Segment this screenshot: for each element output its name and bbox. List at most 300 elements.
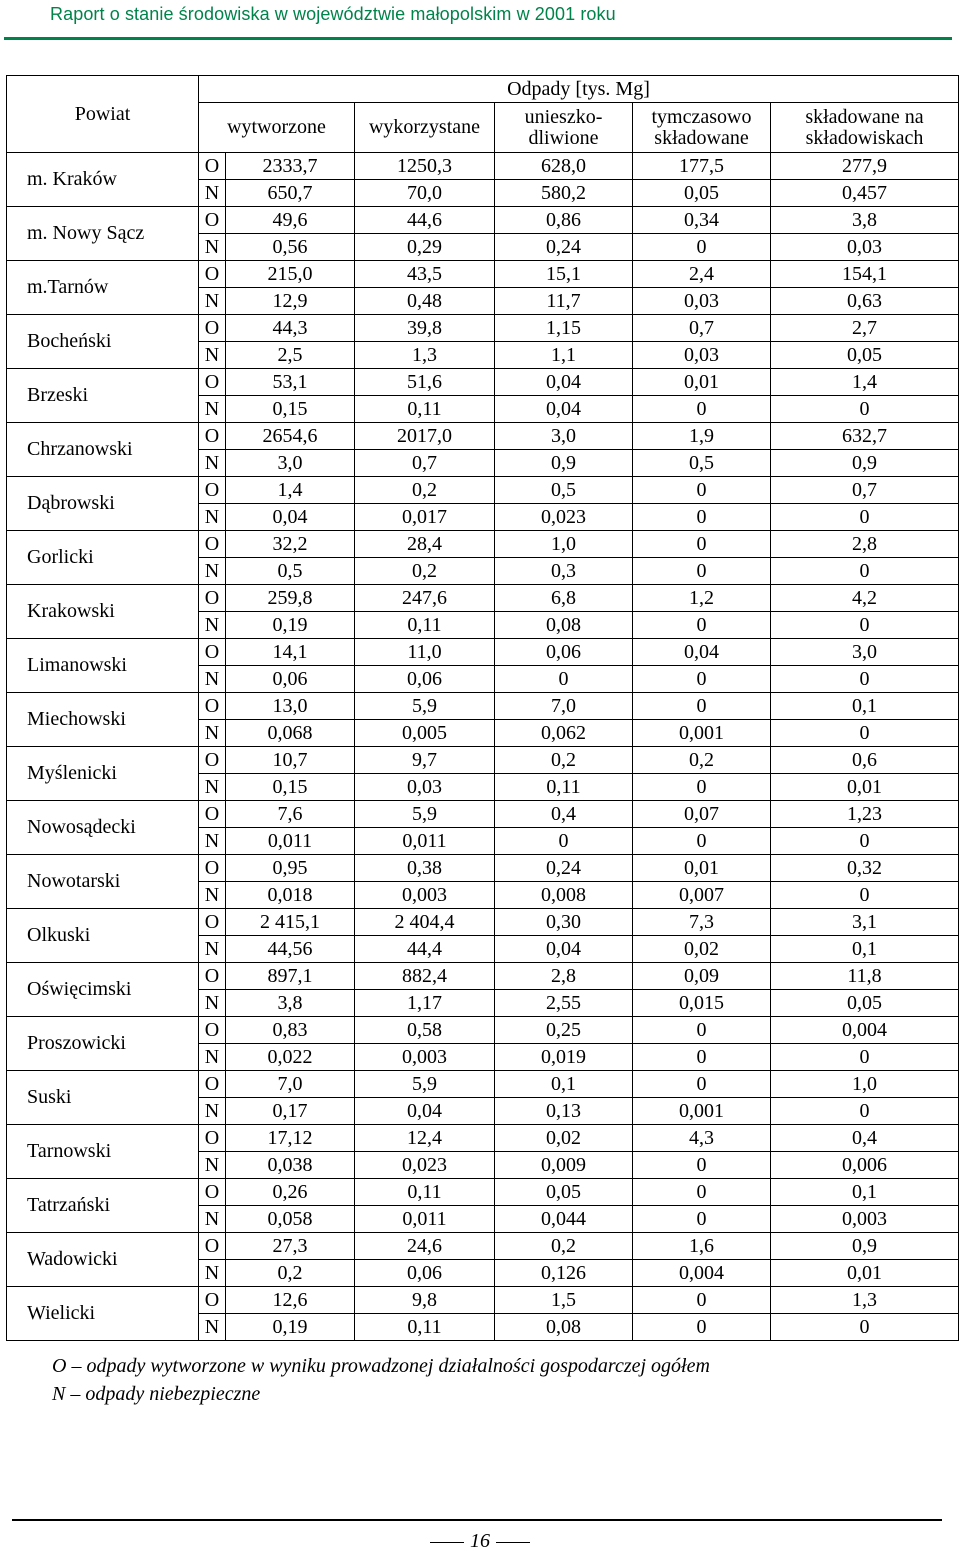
col-header-skladowane-line2: składowiskach [805, 126, 924, 149]
cell-tymczasowo-skladowane: 0,34 [633, 207, 771, 234]
cell-wykorzystane: 1250,3 [355, 153, 495, 180]
cell-wytworzone: 0,17 [226, 1098, 355, 1125]
cell-unieszkodliwione: 0,11 [495, 774, 633, 801]
row-type-label: O [199, 693, 226, 720]
table-row [7, 909, 959, 936]
table-row [7, 747, 959, 774]
cell-unieszkodliwione: 0,08 [495, 1314, 633, 1341]
row-type-label: O [199, 1233, 226, 1260]
cell-unieszkodliwione: 2,8 [495, 963, 633, 990]
row-type-label: N [199, 180, 226, 207]
cell-unieszkodliwione: 15,1 [495, 261, 633, 288]
cell-skladowane-na-skladowiskach: 0,9 [771, 450, 959, 477]
cell-skladowane-na-skladowiskach: 3,8 [771, 207, 959, 234]
cell-tymczasowo-skladowane: 0,001 [633, 1098, 771, 1125]
cell-skladowane-na-skladowiskach: 0,03 [771, 234, 959, 261]
row-type-label: N [199, 936, 226, 963]
cell-tymczasowo-skladowane: 0 [633, 1152, 771, 1179]
cell-wytworzone: 0,2 [226, 1260, 355, 1287]
cell-tymczasowo-skladowane: 0 [633, 1044, 771, 1071]
cell-unieszkodliwione: 0,3 [495, 558, 633, 585]
row-type-label: O [199, 855, 226, 882]
cell-wytworzone: 0,15 [226, 396, 355, 423]
cell-wytworzone: 32,2 [226, 531, 355, 558]
cell-tymczasowo-skladowane: 177,5 [633, 153, 771, 180]
cell-wytworzone: 53,1 [226, 369, 355, 396]
cell-wykorzystane: 1,17 [355, 990, 495, 1017]
cell-wykorzystane: 0,11 [355, 1179, 495, 1206]
cell-wykorzystane: 5,9 [355, 693, 495, 720]
row-type-label: N [199, 612, 226, 639]
row-type-label: N [199, 720, 226, 747]
cell-wytworzone: 0,058 [226, 1206, 355, 1233]
powiat-name: m. Kraków [7, 153, 199, 207]
powiat-name: Oświęcimski [7, 963, 199, 1017]
cell-wykorzystane: 2 404,4 [355, 909, 495, 936]
cell-unieszkodliwione: 0 [495, 666, 633, 693]
cell-tymczasowo-skladowane: 1,9 [633, 423, 771, 450]
cell-unieszkodliwione: 628,0 [495, 153, 633, 180]
row-type-label: N [199, 558, 226, 585]
cell-skladowane-na-skladowiskach: 0 [771, 1314, 959, 1341]
cell-unieszkodliwione: 0,04 [495, 936, 633, 963]
cell-wykorzystane: 44,4 [355, 936, 495, 963]
cell-tymczasowo-skladowane: 0 [633, 477, 771, 504]
row-type-label: O [199, 207, 226, 234]
table-row [7, 585, 959, 612]
col-header-unieszkodliwione-line2: dliwione [528, 126, 599, 149]
row-type-label: N [199, 234, 226, 261]
cell-unieszkodliwione: 0,06 [495, 639, 633, 666]
cell-unieszkodliwione: 0,4 [495, 801, 633, 828]
page-number-value: 16 [470, 1530, 490, 1552]
row-type-label: O [199, 477, 226, 504]
cell-skladowane-na-skladowiskach: 0,4 [771, 1125, 959, 1152]
col-header-skladowane-line1: składowane na [805, 105, 924, 128]
cell-wykorzystane: 0,06 [355, 1260, 495, 1287]
row-type-label: O [199, 261, 226, 288]
cell-wykorzystane: 0,003 [355, 1044, 495, 1071]
cell-tymczasowo-skladowane: 0 [633, 1071, 771, 1098]
powiat-name: Nowotarski [7, 855, 199, 909]
cell-unieszkodliwione: 0,04 [495, 396, 633, 423]
cell-unieszkodliwione: 2,55 [495, 990, 633, 1017]
cell-unieszkodliwione: 6,8 [495, 585, 633, 612]
col-header-tymczasowo-skladowane [633, 103, 771, 153]
cell-wykorzystane: 247,6 [355, 585, 495, 612]
cell-unieszkodliwione: 0,2 [495, 1233, 633, 1260]
cell-wytworzone: 7,6 [226, 801, 355, 828]
cell-wykorzystane: 0,06 [355, 666, 495, 693]
row-type-label: O [199, 369, 226, 396]
cell-unieszkodliwione: 0,24 [495, 234, 633, 261]
cell-unieszkodliwione: 1,0 [495, 531, 633, 558]
cell-wykorzystane: 0,58 [355, 1017, 495, 1044]
powiat-name: Tarnowski [7, 1125, 199, 1179]
cell-wykorzystane: 0,11 [355, 396, 495, 423]
table-row [7, 1017, 959, 1044]
cell-skladowane-na-skladowiskach: 0 [771, 1098, 959, 1125]
cell-wykorzystane: 9,8 [355, 1287, 495, 1314]
cell-wytworzone: 27,3 [226, 1233, 355, 1260]
table-row [7, 207, 959, 234]
cell-tymczasowo-skladowane: 0 [633, 612, 771, 639]
cell-skladowane-na-skladowiskach: 0 [771, 558, 959, 585]
row-type-label: O [199, 1017, 226, 1044]
row-type-label: O [199, 1125, 226, 1152]
col-header-wykorzystane: wykorzystane [355, 103, 495, 153]
cell-tymczasowo-skladowane: 2,4 [633, 261, 771, 288]
cell-tymczasowo-skladowane: 0,02 [633, 936, 771, 963]
cell-tymczasowo-skladowane: 0,07 [633, 801, 771, 828]
cell-unieszkodliwione: 0,023 [495, 504, 633, 531]
cell-unieszkodliwione: 0,25 [495, 1017, 633, 1044]
row-type-label: N [199, 1098, 226, 1125]
cell-wytworzone: 14,1 [226, 639, 355, 666]
row-type-label: N [199, 1152, 226, 1179]
cell-wytworzone: 2333,7 [226, 153, 355, 180]
table-row [7, 153, 959, 180]
cell-skladowane-na-skladowiskach: 0,05 [771, 342, 959, 369]
table-row [7, 315, 959, 342]
table-row [7, 963, 959, 990]
cell-wykorzystane: 0,011 [355, 828, 495, 855]
cell-wykorzystane: 0,2 [355, 558, 495, 585]
cell-wykorzystane: 0,005 [355, 720, 495, 747]
cell-skladowane-na-skladowiskach: 0 [771, 396, 959, 423]
cell-skladowane-na-skladowiskach: 0,01 [771, 774, 959, 801]
cell-wytworzone: 0,56 [226, 234, 355, 261]
row-type-label: O [199, 747, 226, 774]
powiat-name: m.Tarnów [7, 261, 199, 315]
page-number [0, 1530, 960, 1553]
page-header-title: Raport o stanie środowiska w województwie małopolskim w 2001 roku [50, 4, 616, 24]
table-row [7, 1233, 959, 1260]
cell-skladowane-na-skladowiskach: 0,9 [771, 1233, 959, 1260]
cell-tymczasowo-skladowane: 0,03 [633, 288, 771, 315]
powiat-name: Krakowski [7, 585, 199, 639]
cell-tymczasowo-skladowane: 1,2 [633, 585, 771, 612]
cell-skladowane-na-skladowiskach: 2,8 [771, 531, 959, 558]
powiat-name: Brzeski [7, 369, 199, 423]
cell-skladowane-na-skladowiskach: 4,2 [771, 585, 959, 612]
row-type-label: O [199, 315, 226, 342]
cell-wytworzone: 0,19 [226, 612, 355, 639]
row-type-label: N [199, 828, 226, 855]
cell-wykorzystane: 0,2 [355, 477, 495, 504]
cell-wykorzystane: 0,003 [355, 882, 495, 909]
cell-skladowane-na-skladowiskach: 0,6 [771, 747, 959, 774]
row-type-label: N [199, 288, 226, 315]
page-number-dash-right [496, 1542, 530, 1543]
cell-wykorzystane: 0,017 [355, 504, 495, 531]
cell-wytworzone: 13,0 [226, 693, 355, 720]
cell-skladowane-na-skladowiskach: 0,003 [771, 1206, 959, 1233]
powiat-name: Bocheński [7, 315, 199, 369]
cell-wytworzone: 0,15 [226, 774, 355, 801]
cell-unieszkodliwione: 0,008 [495, 882, 633, 909]
cell-wytworzone: 0,26 [226, 1179, 355, 1206]
legend-o: O – odpady wytworzone w wyniku prowadzonej działalności gospodarczej ogółem [52, 1355, 710, 1377]
row-type-label: N [199, 666, 226, 693]
cell-skladowane-na-skladowiskach: 0,01 [771, 1260, 959, 1287]
cell-tymczasowo-skladowane: 0,09 [633, 963, 771, 990]
cell-wykorzystane: 1,3 [355, 342, 495, 369]
cell-wytworzone: 0,04 [226, 504, 355, 531]
table-row [7, 477, 959, 504]
cell-unieszkodliwione: 0,9 [495, 450, 633, 477]
cell-skladowane-na-skladowiskach: 0,63 [771, 288, 959, 315]
cell-wykorzystane: 43,5 [355, 261, 495, 288]
row-type-label: N [199, 1044, 226, 1071]
cell-wytworzone: 17,12 [226, 1125, 355, 1152]
row-type-label: N [199, 1206, 226, 1233]
cell-tymczasowo-skladowane: 0 [633, 1017, 771, 1044]
col-header-unieszkodliwione-line1: unieszko- [524, 105, 603, 128]
cell-tymczasowo-skladowane: 0,007 [633, 882, 771, 909]
row-type-label: N [199, 1260, 226, 1287]
cell-unieszkodliwione: 1,1 [495, 342, 633, 369]
cell-skladowane-na-skladowiskach: 0,32 [771, 855, 959, 882]
cell-wykorzystane: 0,48 [355, 288, 495, 315]
cell-wykorzystane: 11,0 [355, 639, 495, 666]
cell-skladowane-na-skladowiskach: 1,3 [771, 1287, 959, 1314]
cell-unieszkodliwione: 0,04 [495, 369, 633, 396]
table-row [7, 855, 959, 882]
row-type-label: O [199, 801, 226, 828]
cell-tymczasowo-skladowane: 0 [633, 666, 771, 693]
powiat-name: Dąbrowski [7, 477, 199, 531]
cell-skladowane-na-skladowiskach: 1,4 [771, 369, 959, 396]
cell-wytworzone: 0,068 [226, 720, 355, 747]
cell-unieszkodliwione: 0,019 [495, 1044, 633, 1071]
cell-wytworzone: 0,06 [226, 666, 355, 693]
row-type-label: N [199, 990, 226, 1017]
cell-wykorzystane: 0,38 [355, 855, 495, 882]
cell-unieszkodliwione: 0,5 [495, 477, 633, 504]
header-rule [4, 37, 952, 40]
cell-wytworzone: 259,8 [226, 585, 355, 612]
cell-unieszkodliwione: 0,13 [495, 1098, 633, 1125]
cell-skladowane-na-skladowiskach: 1,23 [771, 801, 959, 828]
table-row [7, 1287, 959, 1314]
cell-skladowane-na-skladowiskach: 3,1 [771, 909, 959, 936]
cell-tymczasowo-skladowane: 0 [633, 234, 771, 261]
cell-tymczasowo-skladowane: 0,7 [633, 315, 771, 342]
cell-skladowane-na-skladowiskach: 0,457 [771, 180, 959, 207]
cell-unieszkodliwione: 0,24 [495, 855, 633, 882]
row-type-label: N [199, 342, 226, 369]
cell-unieszkodliwione: 0,1 [495, 1071, 633, 1098]
cell-wykorzystane: 0,11 [355, 1314, 495, 1341]
cell-tymczasowo-skladowane: 0 [633, 531, 771, 558]
row-type-label: N [199, 396, 226, 423]
row-type-label: N [199, 1314, 226, 1341]
cell-unieszkodliwione: 0,062 [495, 720, 633, 747]
cell-tymczasowo-skladowane: 0 [633, 828, 771, 855]
cell-unieszkodliwione: 1,5 [495, 1287, 633, 1314]
cell-wykorzystane: 12,4 [355, 1125, 495, 1152]
cell-tymczasowo-skladowane: 0,001 [633, 720, 771, 747]
cell-wytworzone: 0,5 [226, 558, 355, 585]
cell-tymczasowo-skladowane: 1,6 [633, 1233, 771, 1260]
cell-tymczasowo-skladowane: 0 [633, 1314, 771, 1341]
cell-skladowane-na-skladowiskach: 0 [771, 612, 959, 639]
cell-wykorzystane: 70,0 [355, 180, 495, 207]
cell-wytworzone: 0,038 [226, 1152, 355, 1179]
col-header-wytworzone: wytworzone [199, 103, 355, 153]
cell-wykorzystane: 0,29 [355, 234, 495, 261]
cell-skladowane-na-skladowiskach: 0,006 [771, 1152, 959, 1179]
powiat-name: Suski [7, 1071, 199, 1125]
cell-unieszkodliwione: 3,0 [495, 423, 633, 450]
table-row [7, 1125, 959, 1152]
cell-wytworzone: 1,4 [226, 477, 355, 504]
table-row [7, 639, 959, 666]
cell-skladowane-na-skladowiskach: 0,1 [771, 936, 959, 963]
cell-unieszkodliwione: 0,30 [495, 909, 633, 936]
cell-wytworzone: 0,018 [226, 882, 355, 909]
cell-wykorzystane: 882,4 [355, 963, 495, 990]
powiat-name: Proszowicki [7, 1017, 199, 1071]
row-type-label: O [199, 423, 226, 450]
cell-skladowane-na-skladowiskach: 11,8 [771, 963, 959, 990]
col-header-tymczasowo-line2: składowane [654, 126, 749, 149]
cell-tymczasowo-skladowane: 0 [633, 1179, 771, 1206]
group-header: Odpady [tys. Mg] [199, 76, 959, 103]
cell-skladowane-na-skladowiskach: 0 [771, 720, 959, 747]
row-type-label: O [199, 1179, 226, 1206]
cell-tymczasowo-skladowane: 0 [633, 774, 771, 801]
cell-tymczasowo-skladowane: 4,3 [633, 1125, 771, 1152]
cell-wykorzystane: 0,11 [355, 612, 495, 639]
cell-skladowane-na-skladowiskach: 632,7 [771, 423, 959, 450]
row-type-label: O [199, 909, 226, 936]
cell-unieszkodliwione: 0,126 [495, 1260, 633, 1287]
cell-skladowane-na-skladowiskach: 0 [771, 882, 959, 909]
cell-wytworzone: 3,8 [226, 990, 355, 1017]
cell-wytworzone: 897,1 [226, 963, 355, 990]
cell-wytworzone: 44,56 [226, 936, 355, 963]
row-type-label: N [199, 504, 226, 531]
page-number-dash-left [430, 1542, 464, 1543]
cell-tymczasowo-skladowane: 0 [633, 504, 771, 531]
cell-unieszkodliwione: 7,0 [495, 693, 633, 720]
cell-skladowane-na-skladowiskach: 0 [771, 828, 959, 855]
cell-tymczasowo-skladowane: 0,015 [633, 990, 771, 1017]
cell-skladowane-na-skladowiskach: 154,1 [771, 261, 959, 288]
cell-wytworzone: 0,83 [226, 1017, 355, 1044]
powiat-column-header: Powiat [7, 76, 199, 153]
cell-tymczasowo-skladowane: 7,3 [633, 909, 771, 936]
table-row [7, 693, 959, 720]
cell-wykorzystane: 5,9 [355, 801, 495, 828]
table-row [7, 531, 959, 558]
cell-skladowane-na-skladowiskach: 0,1 [771, 693, 959, 720]
cell-wytworzone: 0,19 [226, 1314, 355, 1341]
row-type-label: N [199, 882, 226, 909]
cell-wykorzystane: 28,4 [355, 531, 495, 558]
cell-wytworzone: 2,5 [226, 342, 355, 369]
cell-unieszkodliwione: 0,05 [495, 1179, 633, 1206]
row-type-label: O [199, 963, 226, 990]
table-row [7, 261, 959, 288]
cell-unieszkodliwione: 0,02 [495, 1125, 633, 1152]
row-type-label: O [199, 153, 226, 180]
cell-skladowane-na-skladowiskach: 0,1 [771, 1179, 959, 1206]
powiat-name: Nowosądecki [7, 801, 199, 855]
cell-tymczasowo-skladowane: 0,2 [633, 747, 771, 774]
cell-tymczasowo-skladowane: 0,01 [633, 369, 771, 396]
cell-skladowane-na-skladowiskach: 1,0 [771, 1071, 959, 1098]
legend-n: N – odpady niebezpieczne [52, 1383, 261, 1405]
powiat-name: Myślenicki [7, 747, 199, 801]
cell-wytworzone: 49,6 [226, 207, 355, 234]
row-type-label: O [199, 585, 226, 612]
powiat-name: Chrzanowski [7, 423, 199, 477]
cell-wytworzone: 2654,6 [226, 423, 355, 450]
powiat-name: Gorlicki [7, 531, 199, 585]
cell-skladowane-na-skladowiskach: 3,0 [771, 639, 959, 666]
cell-unieszkodliwione: 0,08 [495, 612, 633, 639]
cell-wytworzone: 3,0 [226, 450, 355, 477]
powiat-name: Wielicki [7, 1287, 199, 1341]
col-header-tymczasowo-line1: tymczasowo [651, 105, 752, 128]
cell-wytworzone: 44,3 [226, 315, 355, 342]
cell-wytworzone: 0,011 [226, 828, 355, 855]
powiat-name: m. Nowy Sącz [7, 207, 199, 261]
powiat-name: Olkuski [7, 909, 199, 963]
cell-skladowane-na-skladowiskach: 0,05 [771, 990, 959, 1017]
table-body [7, 153, 959, 1341]
table-row [7, 1071, 959, 1098]
cell-skladowane-na-skladowiskach: 0,7 [771, 477, 959, 504]
cell-unieszkodliwione: 0,044 [495, 1206, 633, 1233]
cell-wytworzone: 12,9 [226, 288, 355, 315]
table-row [7, 1179, 959, 1206]
cell-skladowane-na-skladowiskach: 277,9 [771, 153, 959, 180]
cell-unieszkodliwione: 0,2 [495, 747, 633, 774]
cell-tymczasowo-skladowane: 0,04 [633, 639, 771, 666]
cell-wykorzystane: 0,023 [355, 1152, 495, 1179]
row-type-label: O [199, 531, 226, 558]
cell-skladowane-na-skladowiskach: 0 [771, 504, 959, 531]
cell-tymczasowo-skladowane: 0 [633, 558, 771, 585]
cell-tymczasowo-skladowane: 0,004 [633, 1260, 771, 1287]
row-type-label: N [199, 774, 226, 801]
cell-unieszkodliwione: 0,009 [495, 1152, 633, 1179]
cell-wykorzystane: 0,7 [355, 450, 495, 477]
waste-table [6, 75, 959, 1341]
cell-wytworzone: 7,0 [226, 1071, 355, 1098]
cell-tymczasowo-skladowane: 0 [633, 396, 771, 423]
cell-skladowane-na-skladowiskach: 0 [771, 666, 959, 693]
cell-wytworzone: 0,022 [226, 1044, 355, 1071]
cell-wykorzystane: 44,6 [355, 207, 495, 234]
cell-wytworzone: 650,7 [226, 180, 355, 207]
cell-skladowane-na-skladowiskach: 0 [771, 1044, 959, 1071]
cell-wytworzone: 12,6 [226, 1287, 355, 1314]
cell-skladowane-na-skladowiskach: 2,7 [771, 315, 959, 342]
cell-wykorzystane: 0,011 [355, 1206, 495, 1233]
col-header-skladowane-na-skladowiskach [771, 103, 959, 153]
cell-unieszkodliwione: 0,86 [495, 207, 633, 234]
cell-wytworzone: 2 415,1 [226, 909, 355, 936]
cell-tymczasowo-skladowane: 0 [633, 693, 771, 720]
table-row [7, 369, 959, 396]
cell-wykorzystane: 0,04 [355, 1098, 495, 1125]
cell-wytworzone: 0,95 [226, 855, 355, 882]
